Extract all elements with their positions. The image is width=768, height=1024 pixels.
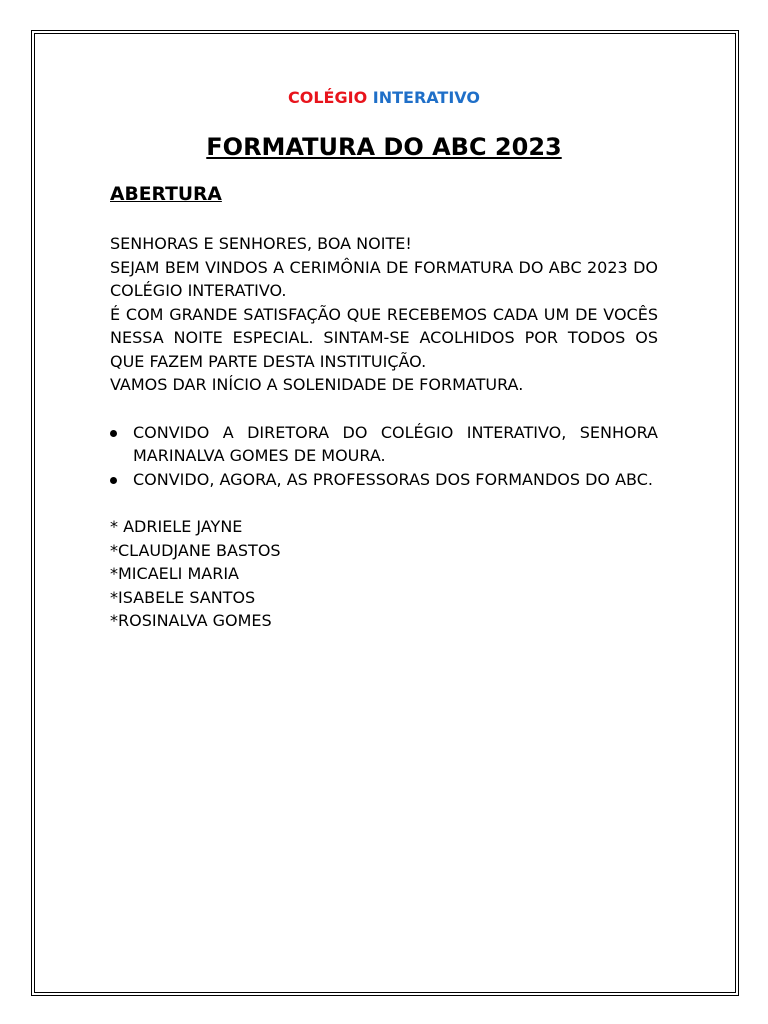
teacher-name: * ADRIELE JAYNE [110, 517, 243, 536]
paragraph: É COM GRANDE SATISFAÇÃO QUE RECEBEMOS CADA UM DE VOCÊS NESSA NOITE ESPECIAL. SINTAM-SE ACOLHIDOS POR TODOS OS QUE FAZEM PARTE DESTA INSTITUIÇÃO. [110, 304, 658, 371]
bullet-dot-icon [110, 430, 117, 437]
school-title-part1: COLÉGIO [288, 88, 368, 107]
school-title [110, 86, 658, 110]
bullet-list [110, 421, 658, 492]
event-title: FORMATURA DO ABC 2023 [206, 133, 562, 161]
bullet-text: CONVIDO A DIRETORA DO COLÉGIO INTERATIVO, SENHORA MARINALVA GOMES DE MOURA. [133, 422, 658, 465]
paragraph: SEJAM BEM VINDOS A CERIMÔNIA DE FORMATURA DO ABC 2023 DO COLÉGIO INTERATIVO. [110, 257, 658, 300]
teacher-name: *ROSINALVA GOMES [110, 611, 272, 630]
bullet-item [110, 468, 658, 492]
teacher-name: *ISABELE SANTOS [110, 587, 256, 607]
section-title: ABERTURA [110, 184, 222, 205]
school-title-part2: INTERATIVO [372, 88, 480, 107]
teacher-names-list [110, 515, 658, 633]
teacher-name: *MICAELI MARIA [110, 564, 239, 583]
bullet-text: CONVIDO, AGORA, AS PROFESSORAS DOS FORMANDOS DO ABC. [133, 469, 653, 489]
paragraph: VAMOS DAR INÍCIO A SOLENIDADE DE FORMATURA. [110, 375, 524, 394]
bullet-item [110, 421, 658, 468]
document-content [110, 86, 658, 633]
paragraph: SENHORAS E SENHORES, BOA NOITE! [110, 234, 412, 253]
teacher-name: *CLAUDJANE BASTOS [110, 540, 281, 560]
opening-text [110, 232, 658, 397]
bullet-dot-icon [110, 477, 117, 484]
